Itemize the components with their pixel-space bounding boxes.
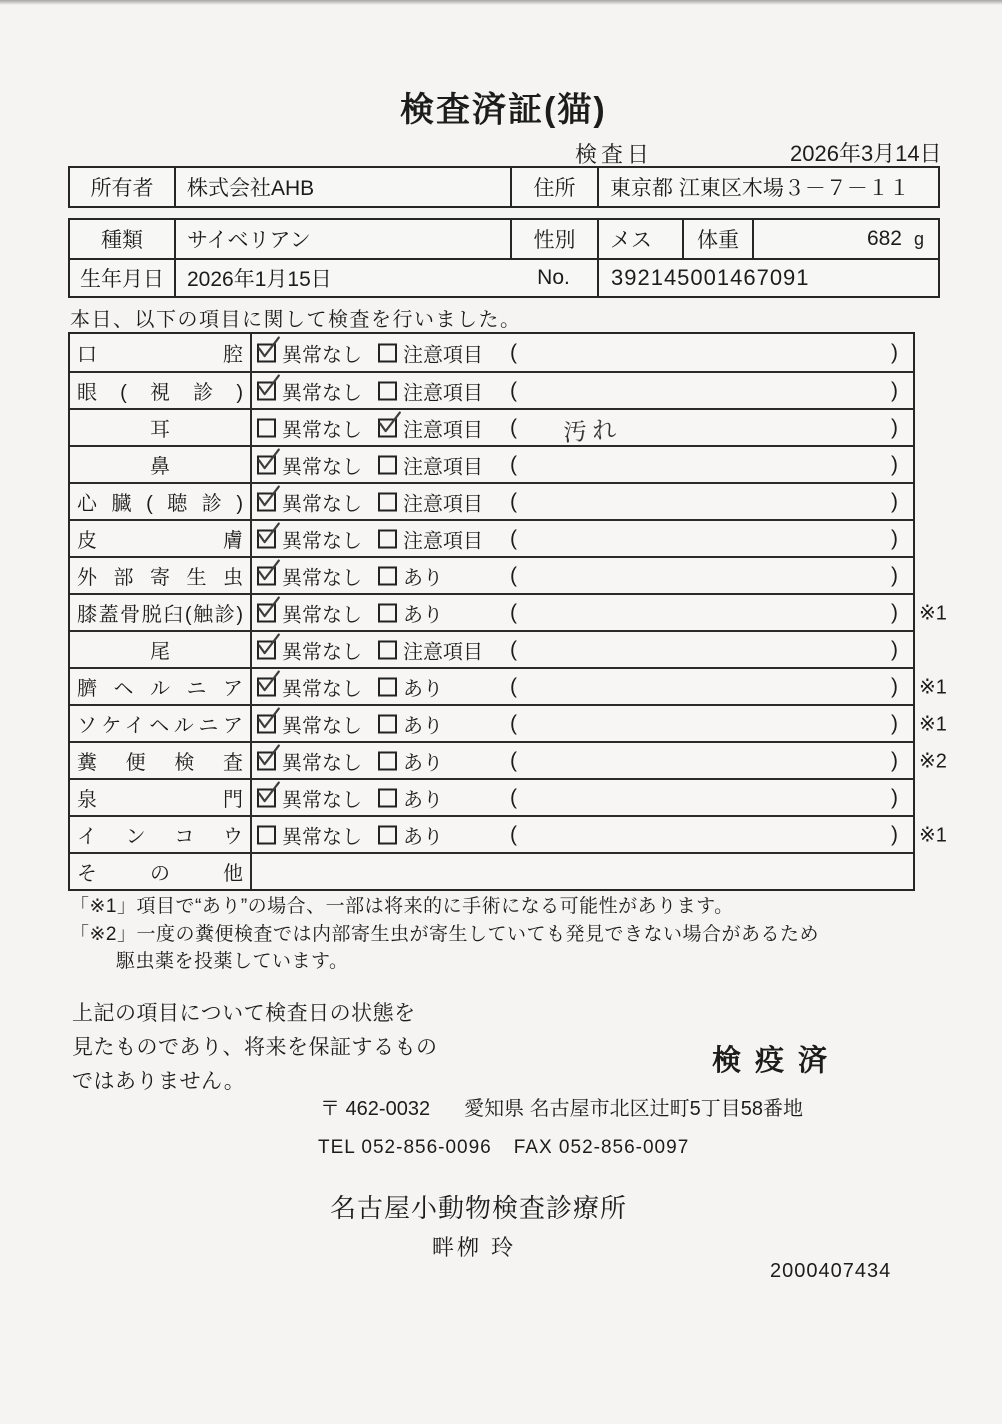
- option-no-abnormality: [257, 746, 362, 775]
- checkmark-icon: [257, 522, 281, 546]
- disclaimer-line-1: 上記の項目について検査日の状態を: [72, 1002, 416, 1025]
- exam-row-content: [252, 854, 913, 889]
- footnote-mark: ※1: [919, 602, 947, 624]
- exam-row-content: [252, 780, 913, 815]
- paren-open: (: [510, 637, 517, 661]
- inspection-date-value: 2026年3月14日: [790, 141, 942, 166]
- option-no-abnormality: [257, 783, 362, 812]
- checkbox: [257, 825, 276, 844]
- exam-item-cell: [70, 743, 252, 778]
- exam-table-row: [70, 741, 947, 778]
- option-no-abnormality: [257, 413, 362, 442]
- checkbox: [257, 455, 276, 474]
- paren-open: (: [510, 822, 517, 846]
- address-value: 東京都 江東区木場３－７－１１: [597, 168, 938, 206]
- checkbox: [378, 343, 397, 362]
- paren-open: (: [510, 340, 517, 364]
- option-label: あり: [403, 715, 443, 737]
- checkbox: [257, 751, 276, 770]
- option-attention: [378, 635, 483, 664]
- option-attention: [378, 820, 443, 849]
- paren-open: (: [510, 378, 517, 402]
- checkbox: [257, 788, 276, 807]
- exam-item-cell: [70, 632, 252, 667]
- option-label: あり: [403, 678, 443, 700]
- exam-table-row: [70, 408, 913, 445]
- clinic-postal-code: 〒 462-0032: [320, 1098, 431, 1120]
- option-attention: [378, 746, 443, 775]
- paren-close: ): [891, 822, 898, 846]
- remarks-field: [510, 632, 898, 667]
- option-no-abnormality: [257, 598, 362, 627]
- remarks-field: [510, 334, 898, 371]
- handwritten-note: 汚れ: [562, 416, 623, 447]
- paren-close: ): [891, 785, 898, 809]
- exam-row-content: [252, 484, 913, 519]
- exam-item-label: ソケイヘルニア: [77, 715, 243, 737]
- exam-row-content: [252, 334, 913, 371]
- option-attention: [378, 450, 483, 479]
- checkbox: [378, 640, 397, 659]
- checkbox: [257, 381, 276, 400]
- option-no-abnormality: [257, 820, 362, 849]
- checkbox: [378, 751, 397, 770]
- checkmark-icon: [257, 744, 281, 768]
- footnote-2-continued: 駆虫薬を投薬しています。: [116, 951, 349, 972]
- exam-table: [68, 332, 947, 891]
- remarks-field: [510, 780, 898, 815]
- exam-item-cell: [70, 669, 252, 704]
- option-label: 異常なし: [282, 530, 362, 552]
- owner-table: [68, 166, 940, 208]
- exam-item-label: 泉門: [77, 789, 243, 811]
- exam-item-cell: [70, 484, 252, 519]
- checkbox: [378, 603, 397, 622]
- exam-table-row: [70, 815, 947, 852]
- exam-row-content: [252, 817, 947, 852]
- weight-unit: g: [913, 228, 924, 249]
- exam-item-cell: [70, 558, 252, 593]
- option-no-abnormality: [257, 450, 362, 479]
- exam-item-cell: [70, 521, 252, 556]
- footnote-1: 「※1」項目で“あり”の場合、一部は将来的に手術になる可能性があります。: [70, 896, 734, 917]
- dob-label: 生年月日: [80, 268, 164, 291]
- clinic-fax: FAX 052-856-0097: [513, 1137, 690, 1158]
- clinic-tel: TEL 052-856-0096: [318, 1137, 492, 1158]
- exam-table-row: [70, 519, 913, 556]
- checkbox: [257, 714, 276, 733]
- paren-close: ): [891, 526, 898, 550]
- owner-label: 所有者: [90, 177, 154, 200]
- exam-table-row: [70, 482, 913, 519]
- option-attention: [378, 709, 443, 738]
- quarantine-complete-stamp: 検疫済: [712, 1045, 842, 1077]
- exam-item-cell: [70, 410, 252, 445]
- exam-item-label: 心臓(聴診): [77, 493, 243, 515]
- paren-open: (: [510, 785, 517, 809]
- exam-item-cell: [70, 854, 252, 889]
- remarks-field: [510, 410, 898, 445]
- remarks-field: [510, 521, 898, 556]
- option-label: 注意項目: [403, 641, 483, 663]
- option-label: あり: [403, 826, 443, 848]
- exam-row-content: [252, 595, 947, 630]
- checkbox: [378, 714, 397, 733]
- paren-open: (: [510, 489, 517, 513]
- checkmark-icon: [257, 336, 281, 360]
- sex-label: 性別: [510, 220, 597, 258]
- option-label: 異常なし: [282, 382, 362, 404]
- paren-open: (: [510, 526, 517, 550]
- exam-item-label: その他: [77, 863, 243, 885]
- checkmark-icon: [378, 411, 402, 435]
- checkbox: [378, 492, 397, 511]
- exam-table-row: [70, 630, 913, 667]
- option-label: 異常なし: [282, 789, 362, 811]
- paren-open: (: [510, 415, 517, 439]
- option-label: 異常なし: [282, 567, 362, 589]
- option-label: あり: [403, 752, 443, 774]
- paren-close: ): [891, 340, 898, 364]
- option-label: あり: [403, 789, 443, 811]
- id-number-value: 392145001467091: [597, 260, 938, 296]
- paren-close: ): [891, 489, 898, 513]
- checkbox: [378, 788, 397, 807]
- intro-sentence: 本日、以下の項目に関して検査を行いました。: [70, 309, 522, 331]
- remarks-field: [510, 817, 898, 852]
- breed-value: サイベリアン: [174, 220, 510, 258]
- breed-label: 種類: [101, 229, 143, 252]
- paren-close: ): [891, 711, 898, 735]
- option-no-abnormality: [257, 672, 362, 701]
- option-label: 注意項目: [403, 530, 483, 552]
- exam-item-label: 尾: [150, 641, 170, 663]
- checkbox: [378, 455, 397, 474]
- option-label: 注意項目: [403, 382, 483, 404]
- exam-item-label: 外部寄生虫: [77, 567, 243, 589]
- checkmark-icon: [257, 596, 281, 620]
- owner-value: 株式会社AHB: [174, 168, 510, 206]
- veterinarian-name: 畔栁 玲: [432, 1235, 517, 1260]
- option-no-abnormality: [257, 487, 362, 516]
- exam-row-content: [252, 632, 913, 667]
- page-title: 検査済証(猫): [400, 91, 607, 129]
- clinic-address: 愛知県 名古屋市北区辻町5丁目58番地: [464, 1098, 804, 1120]
- exam-row-content: [252, 410, 913, 445]
- option-attention: [378, 672, 443, 701]
- exam-row-content: [252, 373, 913, 408]
- exam-item-cell: [70, 447, 252, 482]
- weight-label: 体重: [682, 220, 752, 258]
- checkbox: [378, 825, 397, 844]
- inspection-date-label: 検査日: [575, 142, 654, 167]
- paren-close: ): [891, 563, 898, 587]
- option-label: 異常なし: [282, 752, 362, 774]
- option-label: 異常なし: [282, 419, 362, 441]
- address-label: 住所: [510, 168, 597, 206]
- checkbox: [257, 603, 276, 622]
- footnote-mark: ※2: [919, 750, 947, 772]
- option-no-abnormality: [257, 709, 362, 738]
- option-label: 注意項目: [403, 456, 483, 478]
- option-no-abnormality: [257, 635, 362, 664]
- option-label: 異常なし: [282, 493, 362, 515]
- exam-item-cell: [70, 595, 252, 630]
- exam-item-label: 鼻: [150, 456, 170, 478]
- checkbox: [257, 640, 276, 659]
- option-label: 注意項目: [403, 419, 483, 441]
- exam-item-label: 膝蓋骨脱臼(触診): [77, 604, 243, 626]
- disclaimer-line-2: 見たものであり、将来を保証するもの: [72, 1036, 438, 1059]
- option-attention: [378, 783, 443, 812]
- weight-value: 682: [866, 227, 902, 250]
- dob-value: 2026年1月15日: [174, 260, 510, 296]
- option-attention: [378, 524, 483, 553]
- exam-item-cell: [70, 780, 252, 815]
- exam-row-content: [252, 447, 913, 482]
- option-attention: [378, 598, 443, 627]
- exam-row-content: [252, 521, 913, 556]
- checkbox: [257, 492, 276, 511]
- exam-item-cell: [70, 373, 252, 408]
- owner-row: [70, 168, 938, 206]
- exam-item-label: 糞便検査: [77, 752, 243, 774]
- checkbox: [378, 381, 397, 400]
- paren-close: ): [891, 748, 898, 772]
- option-label: 異常なし: [282, 678, 362, 700]
- exam-item-label: 眼(視診): [77, 382, 243, 404]
- exam-table-row: [70, 445, 913, 482]
- dob-number-row: [70, 258, 938, 296]
- paren-close: ): [891, 415, 898, 439]
- exam-table-row: [70, 593, 947, 630]
- option-attention: [378, 376, 483, 405]
- footnote-2: 「※2」一度の糞便検査では内部寄生虫が寄生していても発見できない場合があるため: [70, 924, 819, 945]
- option-label: 注意項目: [403, 493, 483, 515]
- footnote-mark: ※1: [919, 713, 947, 735]
- paren-close: ): [891, 378, 898, 402]
- exam-item-label: 口腔: [77, 344, 243, 366]
- paren-open: (: [510, 748, 517, 772]
- checkbox: [257, 343, 276, 362]
- remarks-field: [510, 669, 898, 704]
- paren-open: (: [510, 674, 517, 698]
- exam-table-row: [70, 371, 913, 408]
- checkmark-icon: [257, 781, 281, 805]
- option-label: 異常なし: [282, 641, 362, 663]
- exam-item-label: 臍ヘルニア: [77, 678, 243, 700]
- footnote-mark: ※1: [919, 676, 947, 698]
- option-no-abnormality: [257, 376, 362, 405]
- exam-row-content: [252, 743, 947, 778]
- option-attention: [378, 413, 483, 442]
- remarks-field: [510, 484, 898, 519]
- option-attention: [378, 487, 483, 516]
- checkmark-icon: [257, 374, 281, 398]
- option-no-abnormality: [257, 561, 362, 590]
- remarks-field: [510, 595, 898, 630]
- exam-table-row: [70, 704, 947, 741]
- remarks-field: [510, 373, 898, 408]
- document-serial-number: 2000407434: [770, 1260, 892, 1282]
- exam-item-label: 耳: [150, 419, 170, 441]
- option-label: あり: [403, 567, 443, 589]
- paren-open: (: [510, 563, 517, 587]
- exam-item-cell: [70, 334, 252, 371]
- checkbox: [257, 529, 276, 548]
- disclaimer-line-3: ではありません。: [72, 1070, 246, 1093]
- option-no-abnormality: [257, 524, 362, 553]
- disclaimer-text: [72, 997, 438, 1099]
- option-no-abnormality: [257, 338, 362, 367]
- checkmark-icon: [257, 448, 281, 472]
- checkbox: [257, 418, 276, 437]
- option-label: 異常なし: [282, 456, 362, 478]
- remarks-field: [510, 706, 898, 741]
- paren-open: (: [510, 600, 517, 624]
- option-label: 異常なし: [282, 826, 362, 848]
- checkbox: [378, 677, 397, 696]
- clinic-phone-line: [318, 1137, 689, 1159]
- weight-cell: [752, 220, 938, 258]
- paren-close: ): [891, 600, 898, 624]
- sex-value: メス: [597, 220, 682, 258]
- paren-close: ): [891, 637, 898, 661]
- checkbox: [257, 677, 276, 696]
- exam-row-content: [252, 669, 947, 704]
- checkbox: [257, 566, 276, 585]
- checkmark-icon: [257, 707, 281, 731]
- paren-open: (: [510, 452, 517, 476]
- breed-sex-weight-row: [70, 220, 938, 258]
- clinic-address-line: [320, 1092, 803, 1121]
- checkmark-icon: [257, 559, 281, 583]
- exam-table-row: [70, 778, 913, 815]
- animal-info-table: [68, 218, 940, 298]
- exam-table-row: [70, 667, 947, 704]
- exam-row-content: [252, 558, 913, 593]
- clinic-name: 名古屋小動物検査診療所: [330, 1193, 628, 1223]
- checkbox: [378, 418, 397, 437]
- checkmark-icon: [257, 633, 281, 657]
- exam-item-label: 皮膚: [77, 530, 243, 552]
- remarks-field: [510, 743, 898, 778]
- option-label: 異常なし: [282, 344, 362, 366]
- option-label: 異常なし: [282, 715, 362, 737]
- id-number-label: No.: [537, 266, 570, 289]
- exam-table-row: [70, 852, 913, 889]
- exam-table-row: [70, 556, 913, 593]
- paren-open: (: [510, 711, 517, 735]
- option-attention: [378, 561, 443, 590]
- exam-item-label: インコウ: [77, 826, 243, 848]
- option-label: 異常なし: [282, 604, 362, 626]
- remarks-field: [510, 447, 898, 482]
- paren-close: ): [891, 674, 898, 698]
- exam-item-cell: [70, 817, 252, 852]
- exam-table-row: [70, 334, 913, 371]
- option-attention: [378, 338, 483, 367]
- remarks-field: [510, 558, 898, 593]
- exam-item-cell: [70, 706, 252, 741]
- checkbox: [378, 529, 397, 548]
- checkmark-icon: [257, 670, 281, 694]
- paren-close: ): [891, 452, 898, 476]
- checkbox: [378, 566, 397, 585]
- exam-row-content: [252, 706, 947, 741]
- option-label: あり: [403, 604, 443, 626]
- footnote-mark: ※1: [919, 824, 947, 846]
- checkmark-icon: [257, 485, 281, 509]
- option-label: 注意項目: [403, 344, 483, 366]
